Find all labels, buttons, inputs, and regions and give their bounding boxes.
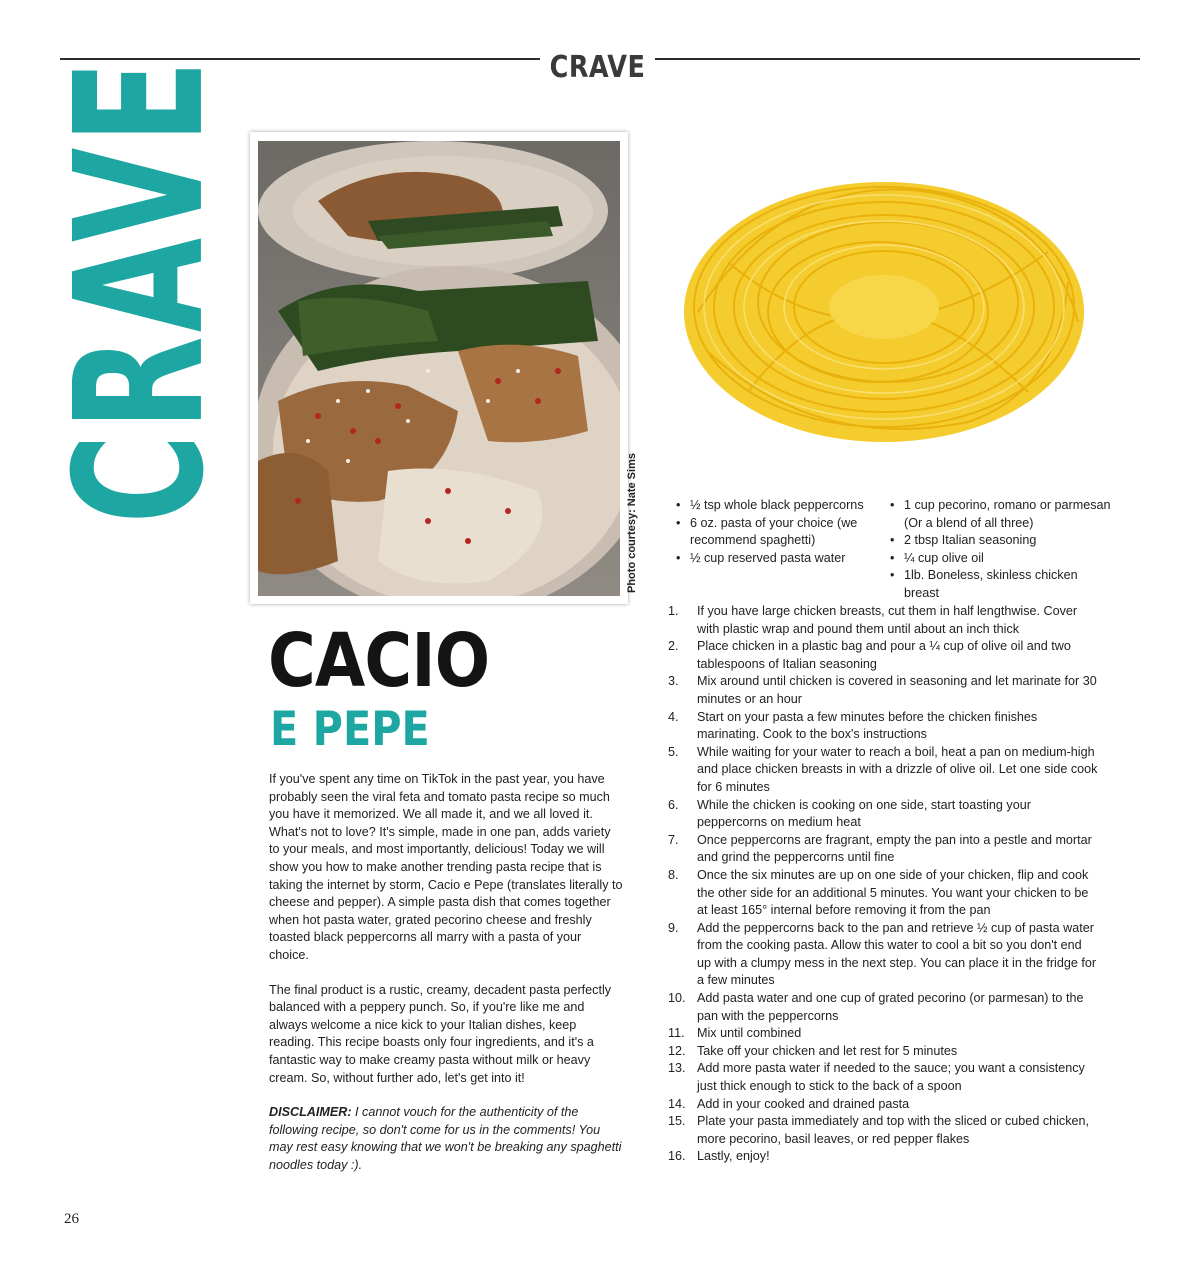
food-photo [250,132,628,604]
second-paragraph: The final product is a rustic, creamy, decadent pasta perfectly balanced with a peppery punch. So, if you're like me and always welcome a nice kick to your Italian dishes, keep reading. This recipe boasts only four ingredients, and it's a fantastic way to make creamy pasta without milk or heavy cream. So, without further ado, let's get into it! [269,982,612,1085]
step-item [668,638,1098,673]
step-text: Add in your cooked and drained pasta [697,1096,910,1111]
step-number: 2. [668,639,679,654]
ingredient-item: • ½ tsp whole black peppercorns [676,497,876,515]
step-number: 10. [668,991,686,1006]
disclaimer-text: I cannot vouch for the authenticity of the following recipe, so don't come for us in the comments! You may rest easy knowing that we won't be breaking any spaghetti noodles today :). [269,1105,622,1172]
step-number: 6. [668,797,679,812]
recipe-title: CACIO [268,618,490,704]
step-number: 7. [668,832,679,847]
ingredient-item: • 2 tbsp Italian seasoning [890,532,1115,550]
ingredient-item: • 1lb. Boneless, skinless chicken breast [890,567,1115,602]
ingredient-item: • 1 cup pecorino, romano or parmesan (Or a blend of all three) [890,497,1115,532]
step-text: Mix until combined [697,1026,802,1041]
step-item [668,832,1098,867]
step-number: 11. [668,1026,685,1041]
section-label: CRAVE [549,50,646,85]
step-number: 1. [668,604,679,618]
chicken-pasta-photo-image [258,141,620,596]
vertical-section-title-text: CRAVE [37,56,243,524]
step-text: Add the peppercorns back to the pan and retrieve ½ cup of pasta water from the cooking pasta. Allow this water to cool a bit so you don't end up with a clumpy mess in the next step. You can place it in the fridge for a few minutes [697,920,1097,988]
step-text: Lastly, enjoy! [697,1149,770,1164]
ingredients-list-left [676,497,876,567]
step-item [668,797,1098,832]
step-item [668,709,1098,744]
step-number: 8. [668,867,679,882]
step-item [668,1025,1098,1043]
recipe-steps [668,603,1098,1166]
step-item [668,867,1098,920]
step-text: Plate your pasta immediately and top with the sliced or cubed chicken, more pecorino, basil leaves, or red pepper flakes [697,1114,1090,1146]
step-item [668,1148,1098,1166]
spaghetti-nest-image [668,132,1100,462]
step-number: 9. [668,920,679,935]
step-text: If you have large chicken breasts, cut them in half lengthwise. Cover with plastic wrap and pound them until about an inch thick [697,604,1078,636]
recipe-subtitle: E PEPE [270,702,430,757]
step-number: 12. [668,1043,686,1058]
step-number: 16. [668,1149,686,1164]
step-item [668,1060,1098,1095]
step-item [668,744,1098,797]
step-item [668,1096,1098,1114]
step-number: 5. [668,744,679,759]
photo-credit: Photo courtesy: Nate Sims [626,453,638,593]
header-rule-right [655,58,1140,60]
step-number: 13. [668,1061,686,1076]
step-text: While the chicken is cooking on one side, start toasting your peppercorns on medium heat [697,797,1031,830]
step-item [668,1113,1098,1148]
vertical-section-title [37,56,243,524]
step-number: 15. [668,1114,686,1129]
step-text: Take off your chicken and let rest for 5 minutes [697,1043,958,1058]
step-item [668,603,1098,638]
step-text: Start on your pasta a few minutes before the chicken finishes marinating. Cook to the box's instructions [697,709,1038,742]
ingredients-list-right [890,497,1115,602]
step-number: 4. [668,709,679,724]
article-body [269,771,624,1191]
step-text: Once the six minutes are up on one side of your chicken, flip and cook the other side for an additional 5 minutes. You want your chicken to be at least 165° internal before removing it from the pan [697,867,1089,918]
step-number: 3. [668,674,679,689]
step-text: Once peppercorns are fragrant, empty the pan into a pestle and mortar and grind the peppercorns until fine [697,832,1092,865]
step-item [668,990,1098,1025]
ingredient-item: • ¼ cup olive oil [890,550,1115,568]
intro-paragraph: If you've spent any time on TikTok in the past year, you have probably seen the viral feta and tomato pasta recipe so much you have it memorized. We all made it, and we all loved it. What's not to love? It's simple, made in one pan, adds variety to your meals, and most importantly, delicious! Today we will show you how to make another trending pasta recipe that is taking the internet by storm, Cacio e Pepe (translates literally to cheese and pepper). A simple pasta dish that comes together when hot pasta water, grated pecorino cheese and freshly toasted black peppercorns all marry with a pasta of your choice. [269,772,623,962]
disclaimer-label: DISCLAIMER: [269,1105,352,1120]
step-text: Add more pasta water if needed to the sauce; you want a consistency just thick enough to stick to the back of a spoon [697,1061,1085,1094]
step-text: Add pasta water and one cup of grated pecorino (or parmesan) to the pan with the peppercorns [697,991,1084,1023]
step-item [668,920,1098,990]
step-item [668,673,1098,708]
ingredient-item: • ½ cup reserved pasta water [676,550,876,568]
disclaimer [269,1104,624,1174]
step-text: While waiting for your water to reach a boil, heat a pan on medium-high and place chicken breasts in with a drizzle of olive oil. Let one side cook for 6 minutes [697,744,1098,794]
page-number: 26 [64,1211,79,1227]
step-number: 14. [668,1096,686,1111]
step-text: Place chicken in a plastic bag and pour a ¼ cup of olive oil and two tablespoons of Italian seasoning [697,639,1071,671]
step-text: Mix around until chicken is covered in seasoning and let marinate for 30 minutes or an hour [697,674,1097,706]
ingredient-item: • 6 oz. pasta of your choice (we recommend spaghetti) [676,515,876,550]
step-item [668,1043,1098,1061]
